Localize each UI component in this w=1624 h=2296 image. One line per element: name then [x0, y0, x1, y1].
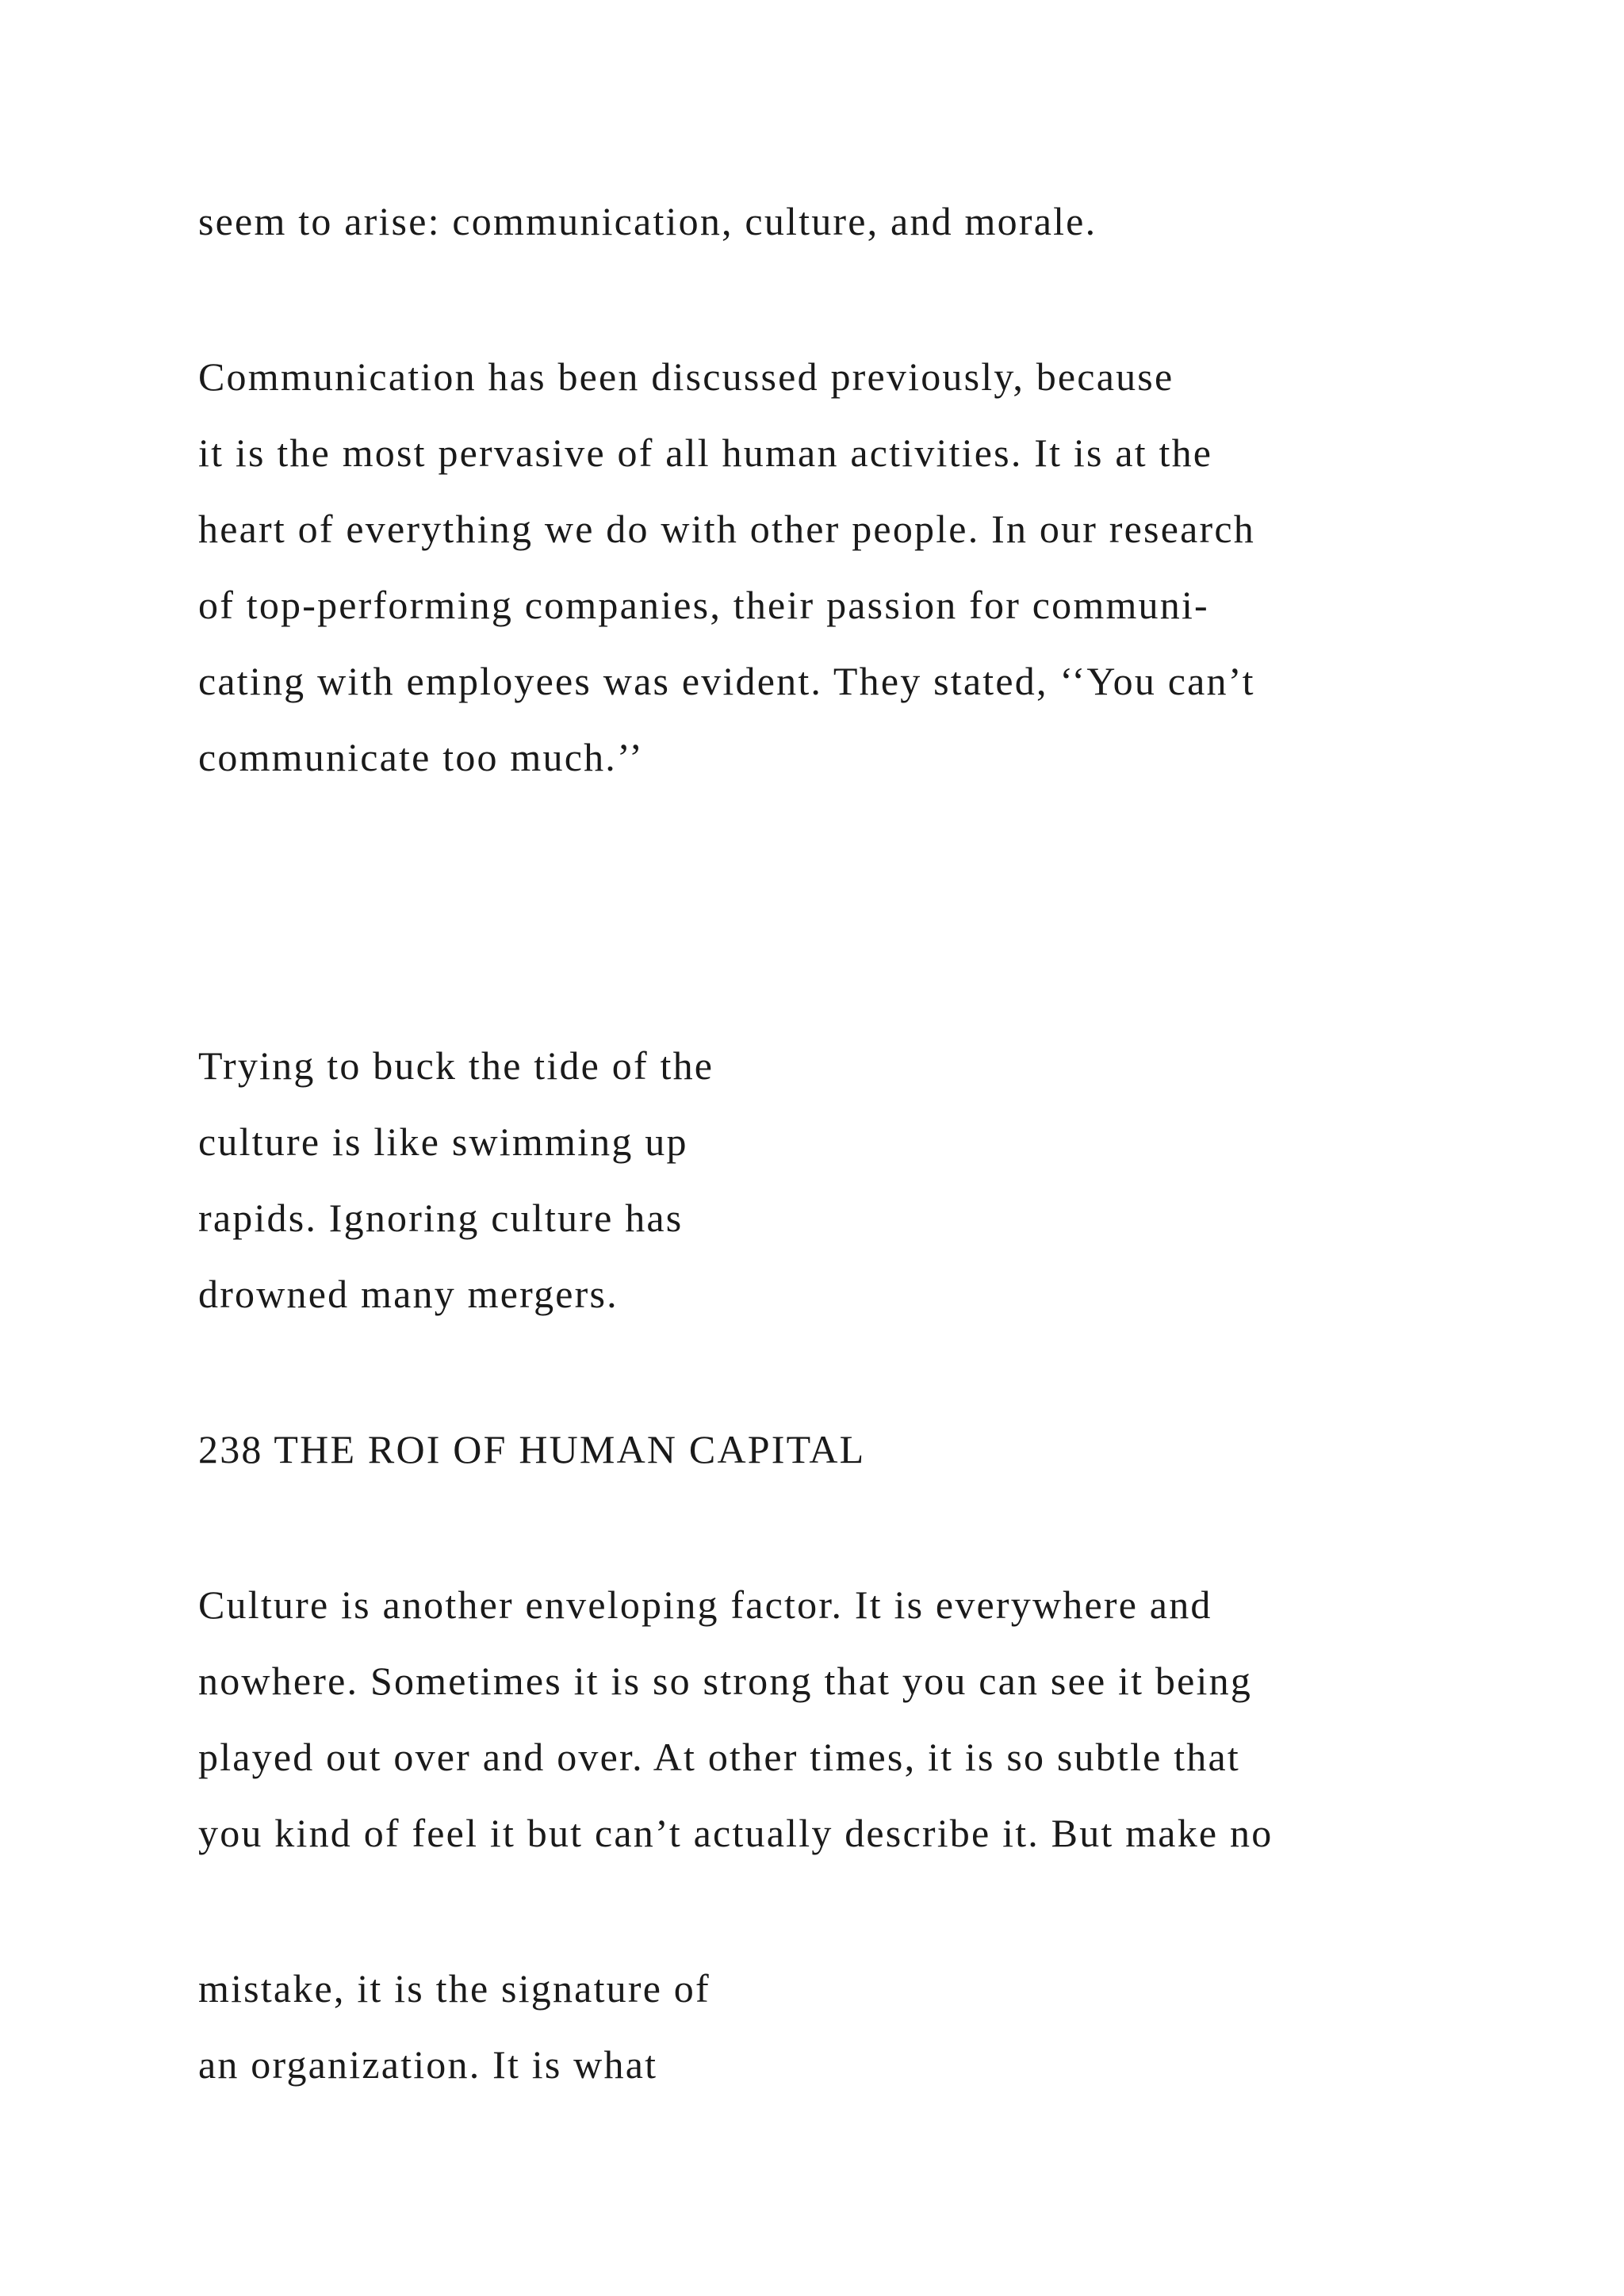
- paragraph-line: communicate too much.’’: [198, 735, 645, 779]
- pull-quote-line: Trying to buck the tide of the: [198, 1043, 714, 1088]
- paragraph-line: mistake, it is the signature of: [198, 1966, 710, 2011]
- running-header: 238 THE ROI OF HUMAN CAPITAL: [198, 1427, 866, 1471]
- paragraph-line: Communication has been discussed previously, because: [198, 354, 1174, 399]
- pull-quote-line: drowned many mergers.: [198, 1272, 619, 1316]
- paragraph-line: heart of everything we do with other people. In our research: [198, 507, 1255, 551]
- intro-line: seem to arise: communication, culture, and morale.: [198, 199, 1097, 243]
- paragraph-line: nowhere. Sometimes it is so strong that you can see it being: [198, 1659, 1253, 1703]
- paragraph-line: Culture is another enveloping factor. It is everywhere and: [198, 1582, 1212, 1627]
- paragraph-line: it is the most pervasive of all human activities. It is at the: [198, 430, 1213, 475]
- paragraph-line: cating with employees was evident. They stated, ‘‘You can’t: [198, 659, 1255, 703]
- paragraph-line: you kind of feel it but can’t actually describe it. But make no: [198, 1811, 1274, 1855]
- paragraph-line: an organization. It is what: [198, 2042, 658, 2087]
- pull-quote-line: culture is like swimming up: [198, 1119, 688, 1164]
- paragraph-line: of top-performing companies, their passion for communi-: [198, 583, 1209, 627]
- pull-quote-line: rapids. Ignoring culture has: [198, 1196, 684, 1240]
- paragraph-line: played out over and over. At other times, it is so subtle that: [198, 1735, 1240, 1779]
